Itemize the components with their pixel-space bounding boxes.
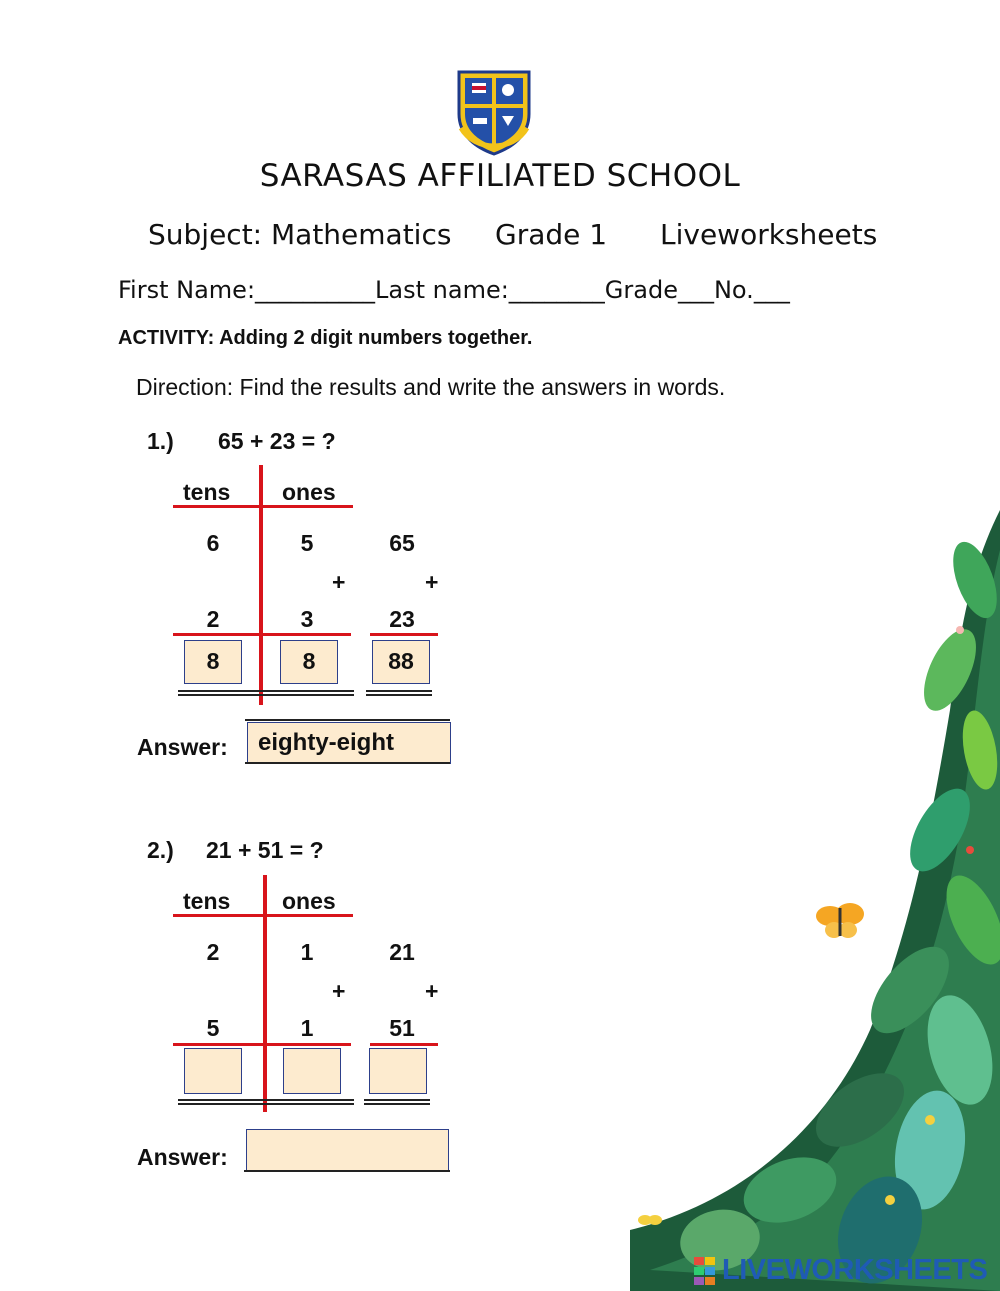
result-ones-box[interactable]: 8 [280,640,338,684]
plus-sign: + [425,978,439,1004]
plus-sign: + [332,978,346,1004]
column-divider [259,465,263,705]
answer-label: Answer: [137,734,228,760]
answer-underline [244,1170,450,1172]
result-number-box[interactable]: 88 [372,640,430,684]
answer-label: Answer: [137,1144,228,1170]
bottom-tens-digit: 2 [206,606,220,632]
foliage-decoration-icon [630,510,1000,1291]
liveworksheets-brand[interactable]: LIVEWORKSHEETS [722,1254,988,1286]
plus-sign: + [332,569,346,595]
top-ones-digit: 5 [300,530,314,556]
ones-header: ones [282,888,336,914]
top-ones-digit: 1 [300,939,314,965]
ones-header: ones [282,479,336,505]
tens-header: tens [183,479,231,505]
top-number: 21 [389,939,415,965]
tens-header: tens [183,888,231,914]
problem-number: 2.) [147,837,174,863]
problem-number: 1.) [147,428,174,454]
activity-heading: ACTIVITY: Adding 2 digit numbers together. [118,327,533,349]
result-tens-box[interactable]: 8 [184,640,242,684]
double-underline [366,690,432,696]
problem-expression: 21 + 51 = ? [206,837,324,863]
direction-text: Direction: Find the results and write the answers in words. [136,374,726,400]
source-label: Liveworksheets [660,218,878,251]
sum-line [370,1043,438,1046]
answer-input[interactable] [246,1129,449,1171]
header-underline [173,505,353,508]
bottom-number: 23 [389,606,415,632]
result-number-box[interactable] [369,1048,427,1094]
school-title: SARASAS AFFILIATED SCHOOL [259,158,741,194]
subject-label: Subject: Mathematics [148,218,452,251]
result-tens-box[interactable] [184,1048,242,1094]
answer-input[interactable]: eighty-eight [247,722,451,764]
result-ones-box[interactable] [283,1048,341,1094]
bottom-ones-digit: 1 [300,1015,314,1041]
top-number: 65 [389,530,415,556]
bottom-number: 51 [389,1015,415,1041]
answer-topline [245,719,450,721]
liveworksheets-logo-icon [694,1257,716,1285]
plus-sign: + [425,569,439,595]
top-tens-digit: 6 [206,530,220,556]
grade-label: Grade 1 [495,218,608,251]
double-underline [178,690,354,696]
double-underline [364,1099,430,1105]
sum-line [173,633,351,636]
problem-expression: 65 + 23 = ? [218,428,336,454]
bottom-ones-digit: 3 [300,606,314,632]
header-underline [173,914,353,917]
sum-line [370,633,438,636]
top-tens-digit: 2 [206,939,220,965]
answer-underline [245,762,450,764]
bottom-tens-digit: 5 [206,1015,220,1041]
column-divider [263,875,267,1112]
school-crest-icon [455,68,533,156]
student-info-line: First Name:__________Last name:________Grade___No.___ [118,276,790,304]
double-underline [178,1099,354,1105]
sum-line [173,1043,351,1046]
